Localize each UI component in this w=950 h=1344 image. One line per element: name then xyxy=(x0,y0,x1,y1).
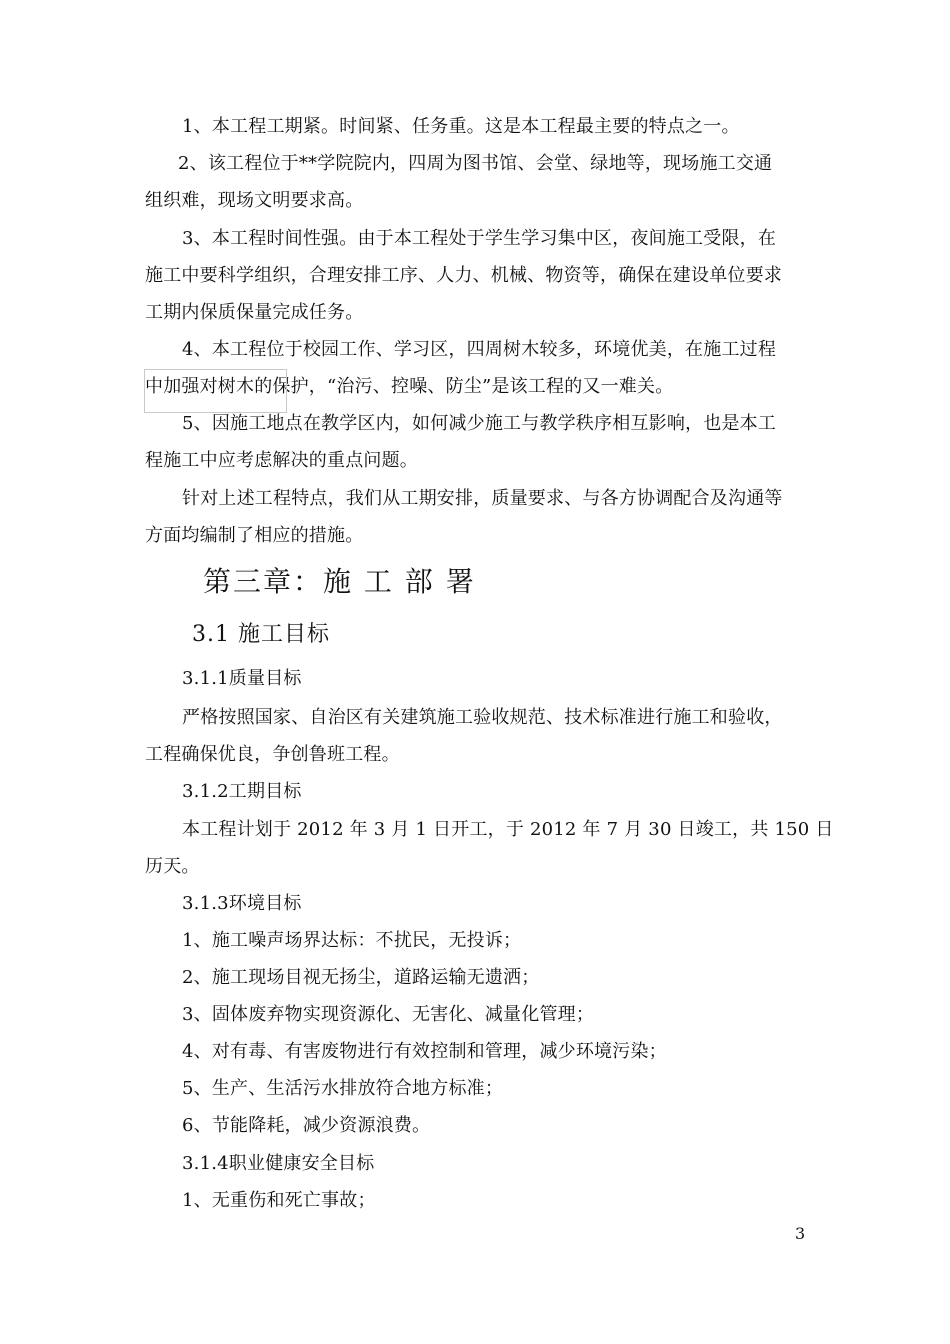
environment-item: 4、对有毒、有害废物进行有效控制和管理，减少环境污染； xyxy=(182,1041,667,1062)
environment-item: 6、节能降耗，减少资源浪费。 xyxy=(182,1115,431,1136)
paragraph-feature-2-line-1: 2、该工程位于**学院院内，四周为图书馆、会堂、绿地等，现场施工交通 xyxy=(178,153,773,174)
paragraph-summary-line-1: 针对上述工程特点，我们从工期安排，质量要求、与各方协调配合及沟通等 xyxy=(182,488,783,509)
environment-item: 3、固体废弃物实现资源化、无害化、减量化管理； xyxy=(182,1004,595,1025)
quality-line-2: 工程确保优良，争创鲁班工程。 xyxy=(145,744,400,765)
quality-heading: 3.1.1质量目标 xyxy=(182,668,302,689)
environment-item: 2、施工现场目视无扬尘，道路运输无遗洒； xyxy=(182,967,540,988)
paragraph-feature-4-line-2: 中加强对树木的保护，“治污、控噪、防尘”是该工程的又一难关。 xyxy=(145,376,674,397)
health-item: 1、无重伤和死亡事故； xyxy=(182,1190,376,1211)
page-number: 3 xyxy=(795,1224,806,1243)
quality-line-1: 严格按照国家、自治区有关建筑施工验收规范、技术标准进行施工和验收， xyxy=(182,707,783,728)
schedule-line-1: 本工程计划于 2012 年 3 月 1 日开工，于 2012 年 7 月 30 日竣工，共 150 日 xyxy=(182,819,834,840)
paragraph-feature-3-line-2: 施工中要科学组织，合理安排工序、人力、机械、物资等，确保在建设单位要求 xyxy=(145,265,782,286)
paragraph-summary-line-2: 方面均编制了相应的措施。 xyxy=(145,525,364,546)
paragraph-feature-5-line-2: 程施工中应考虑解决的重点问题。 xyxy=(145,450,418,471)
paragraph-feature-1: 1、本工程工期紧。时间紧、任务重。这是本工程最主要的特点之一。 xyxy=(182,116,740,137)
paragraph-feature-3-line-1: 3、本工程时间性强。由于本工程处于学生学习集中区，夜间施工受限，在 xyxy=(182,228,777,249)
paragraph-feature-4-line-1: 4、本工程位于校园工作、学习区，四周树木较多，环境优美，在施工过程 xyxy=(182,339,777,360)
environment-item: 5、生产、生活污水排放符合地方标准； xyxy=(182,1078,504,1099)
paragraph-feature-3-line-3: 工期内保质保量完成任务。 xyxy=(145,302,364,323)
schedule-line-2: 历天。 xyxy=(145,856,200,877)
section-title: 3.1 施工目标 xyxy=(192,622,330,647)
environment-heading: 3.1.3环境目标 xyxy=(182,893,302,914)
chapter-title: 第三章：施 工 部 署 xyxy=(203,565,476,598)
environment-item: 1、施工噪声场界达标：不扰民，无投诉； xyxy=(182,930,522,951)
paragraph-feature-2-line-2: 组织难，现场文明要求高。 xyxy=(145,190,364,211)
schedule-heading: 3.1.2工期目标 xyxy=(182,781,302,802)
paragraph-feature-5-line-1: 5、因施工地点在教学区内，如何减少施工与教学秩序相互影响，也是本工 xyxy=(182,413,777,434)
health-heading: 3.1.4职业健康安全目标 xyxy=(182,1153,375,1174)
